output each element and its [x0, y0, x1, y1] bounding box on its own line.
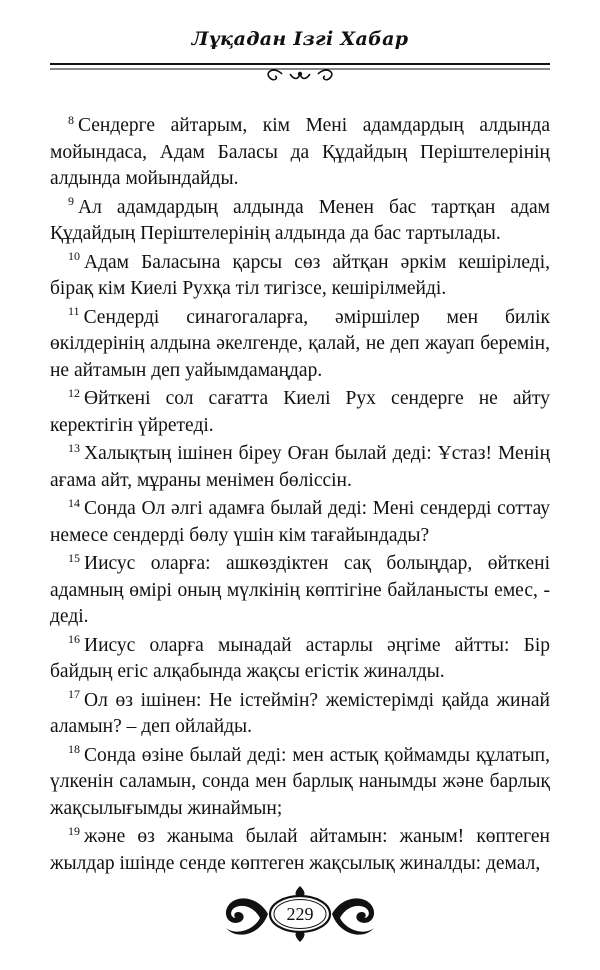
verse-number: 18 [68, 742, 80, 756]
verse-text: Ал адамдардың алдында Менен бас тартқан адам Құдайдың Періштелерінің алдында да бас тартылады. [50, 196, 550, 244]
verse-8 [50, 113, 550, 193]
verse-number: 10 [68, 249, 80, 263]
verse-text: Сонда Ол әлгі адамға былай деді: Мені сендерді соттау немесе сендерді бөлу үшін кім тағайындады? [50, 498, 550, 546]
header-ornament-rule [50, 61, 550, 83]
verse-9 [50, 195, 550, 248]
verse-text: Сендерге айтарым, кім Мені адамдардың алдында мойындаса, Адам Баласы да Құдайдың Періштелерінің алдында мойындайды. [50, 115, 550, 189]
verse-number: 19 [68, 823, 80, 838]
verse-18 [50, 743, 550, 823]
verse-text: Адам Баласына қарсы сөз айтқан әркім кешіріледі, бірақ кім Киелі Рухқа тіл тигізсе, кешірілмейді. [50, 251, 550, 299]
verse-number: 15 [68, 550, 80, 565]
verse-19 [50, 824, 550, 877]
verse-text: Өйткені сол сағатта Киелі Рух сендерге не айту керектігін үйретеді. [50, 388, 550, 436]
verse-number: 14 [68, 495, 80, 510]
verse-number: 11 [68, 304, 80, 318]
verse-list [50, 113, 550, 879]
verse-text: Халықтың ішінен біреу Оған былай деді: Ұстаз! Менің ағама айт, мұраны менімен бөліссін. [50, 443, 550, 491]
verse-17 [50, 688, 550, 741]
verse-number: 16 [68, 632, 80, 646]
verse-13 [50, 441, 550, 494]
running-header-title: Лұқадан Ізгі Хабар [191, 28, 409, 50]
verse-text: және өз жаныма былай айтамын: жаным! көптеген жылдар ішінде сенде көптеген жақсылық жиналды: демал, [50, 826, 550, 874]
verse-text: Иисус оларға мынадай астарлы әңгіме айтты: Бір байдың егіс алқабында жақсы егістік жиналды. [50, 634, 550, 682]
verse-12 [50, 386, 550, 439]
verse-number: 9 [68, 194, 74, 208]
verse-11 [50, 305, 550, 385]
verse-10 [50, 250, 550, 303]
verse-text: Ол өз ішінен: Не істеймін? жемістерімді қайда жинай аламын? – деп ойлайды. [50, 689, 550, 737]
verse-number: 8 [68, 112, 74, 127]
verse-14 [50, 496, 550, 549]
verse-text: Иисус оларға: ашкөздіктен сақ болыңдар, өйткені адамның өмірі оның мүлкінің көптігіне байланысты емес, - деді. [50, 553, 550, 627]
verse-number: 12 [68, 385, 80, 400]
verse-number: 17 [68, 687, 80, 701]
verse-number: 13 [68, 440, 80, 455]
verse-text: Сонда өзіне былай деді: мен астық қоймамды құлатып, үлкенін саламын, сонда мен барлық нанымды және барлық жақсылығымды жинаймын; [50, 744, 550, 819]
verse-16 [50, 633, 550, 686]
verse-text: Сендерді синагогаларға, әміршілер мен билік өкілдерінің алдына әкелгенде, қалай, не деп жауап беремін, не айтамын деп уайымдамаңдар. [50, 306, 550, 381]
verse-15 [50, 551, 550, 631]
page-number: 229 [286, 904, 314, 924]
